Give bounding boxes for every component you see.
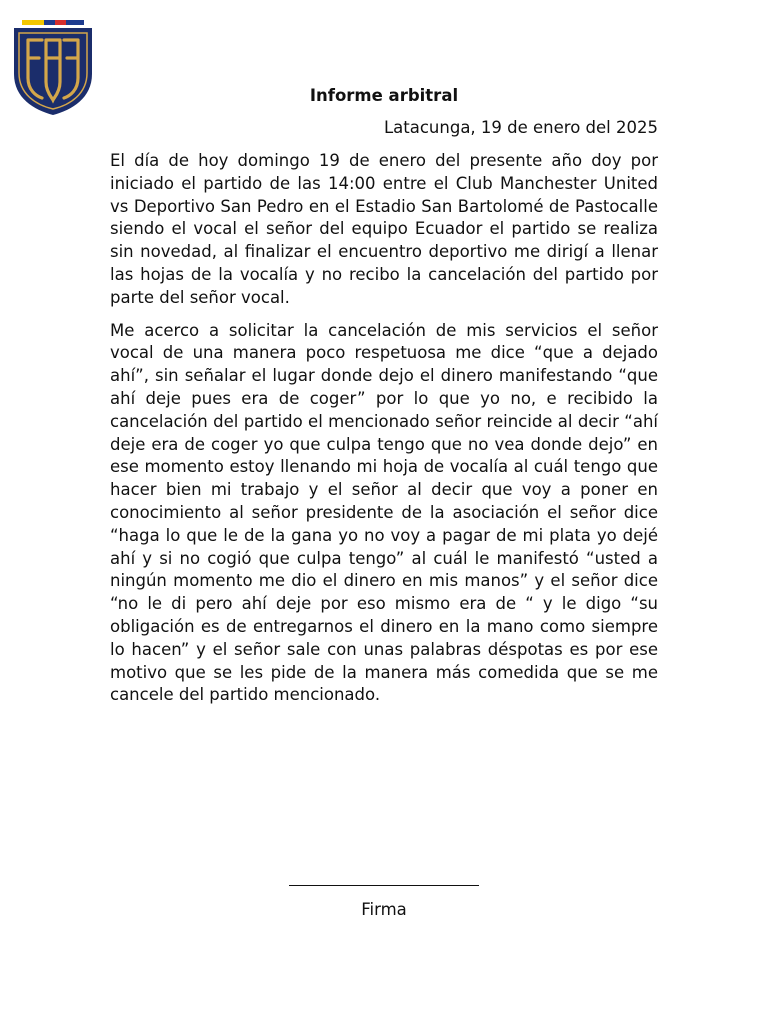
date-line: Latacunga, 19 de enero del 2025 bbox=[383, 118, 658, 137]
report-body bbox=[110, 150, 658, 717]
stripe-red bbox=[55, 20, 66, 25]
paragraph-1: El día de hoy domingo 19 de enero del presente año doy por iniciado el partido de las 14:00 entre el Club Manchester United vs Deportivo San Pedro en el Estadio San Bartolomé de Pastocalle siendo el vocal el señor del equipo Ecuador el partido se realiza sin novedad, al finalizar el encuentro deportivo me dirigí a llenar las hojas de la vocalía y no recibo la cancelación del partido por parte del señor vocal. bbox=[110, 151, 658, 307]
signature-line bbox=[289, 885, 479, 886]
paragraph-2: Me acerco a solicitar la cancelación de mis servicios el señor vocal de una manera poco respetuosa me dice “que a dejado ahí”, sin señalar el lugar donde dejo el dinero manifestando “que ahí deje pues era de coger” por lo que yo no, e recibido la cancelación del partido el mencionado señor reincide al decir “ahí deje era de coger yo que culpa tengo que no vea donde dejo” en ese momento estoy llenando mi hoja de vocalía al cuál tengo que hacer bien mi trabajo y el señor al decir que voy a poner en conocimiento al señor presidente de la asociación el señor dice “haga lo que le de la gana yo no voy a pagar de mi plata yo dejé ahí y si no cogió que culpa tengo” al cuál le manifestó “usted a ningún momento me dio el dinero en mis manos” y el señor dice “no le di pero ahí deje por eso mismo era de “ y le digo “su obligación es de entregarnos el dinero en la mano como siempre lo hacen” y el señor sale con unas palabras déspotas es por ese motivo que se les pide de la manera más comedida que se me cancele del partido mencionado. bbox=[110, 320, 658, 705]
stripe-blue bbox=[44, 20, 55, 25]
document-title: Informe arbitral bbox=[309, 86, 459, 105]
signature-label: Firma bbox=[361, 900, 407, 919]
stripe-blue-2 bbox=[66, 20, 84, 25]
stripe-yellow bbox=[22, 20, 44, 25]
